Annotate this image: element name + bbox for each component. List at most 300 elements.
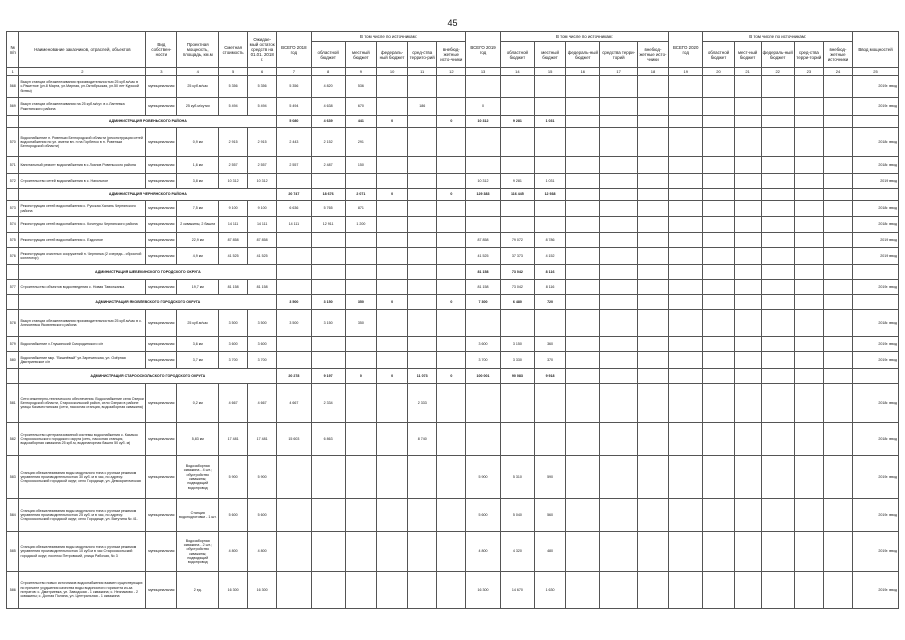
cell-value xyxy=(794,310,823,337)
cell-value xyxy=(376,265,407,280)
cell-value xyxy=(823,174,852,189)
cell-value xyxy=(600,456,637,499)
cell-ownership: муниципальная xyxy=(146,128,177,157)
cell-value xyxy=(566,128,600,157)
cell-object-name: Строительство новых источников водоснабжения взамен существующих по причине ухудшения качества воды водоносного горизонта из-за нитратов: с. Дмитриевка, ул. Заводская - 1 скважина; с. Незнамово - 2 скважины; с. Долгая Поляна, ул. Центральная - 1 скважина xyxy=(19,572,146,609)
cell-capacity: 3,6 км xyxy=(177,337,219,352)
cell-value xyxy=(853,369,899,384)
table-row xyxy=(7,201,899,217)
header-group-2019: В том числе по источникам: xyxy=(500,32,668,42)
cell-value xyxy=(408,128,437,157)
cell-value xyxy=(566,116,600,128)
cell-value xyxy=(437,572,466,609)
cell-value xyxy=(794,352,823,369)
column-number: 24 xyxy=(823,68,852,76)
cell-value xyxy=(408,157,437,174)
cell-value xyxy=(408,532,437,572)
section-title: АДМИНИСТРАЦИЯ СТАРООСКОЛЬСКОГО ГОРОДСКОГО ОКРУГА xyxy=(19,369,277,384)
table-row xyxy=(7,384,899,423)
cell-value xyxy=(734,76,761,98)
cell-value xyxy=(734,384,761,423)
column-number: 18 xyxy=(637,68,668,76)
cell-object-name: Строительство объектов водоотведения с. Новая Таволжанка xyxy=(19,280,146,295)
cell-ownership: муниципальная xyxy=(146,248,177,265)
cell-value: 3 150 xyxy=(311,295,345,310)
cell-value: 150 xyxy=(345,157,376,174)
column-number: 7 xyxy=(277,68,311,76)
cell-value xyxy=(345,456,376,499)
cell-value xyxy=(703,76,734,98)
cell-value xyxy=(437,337,466,352)
cell-value xyxy=(669,572,703,609)
cell-value: 360 xyxy=(534,337,565,352)
cell-value xyxy=(600,248,637,265)
cell-value: 0 xyxy=(437,189,466,201)
header-regional-2020: областной бюджет xyxy=(703,42,734,68)
cell-value xyxy=(703,128,734,157)
header-regional-2019: областной бюджет xyxy=(500,42,534,68)
cell-value xyxy=(669,265,703,280)
cell-value xyxy=(311,280,345,295)
cell-value xyxy=(637,217,668,233)
cell-value xyxy=(500,217,534,233)
cell-value xyxy=(566,456,600,499)
cell-value xyxy=(637,76,668,98)
cell-capacity: 5,83 км xyxy=(177,423,219,456)
cell-num: 574 xyxy=(7,217,19,233)
cell-value xyxy=(376,456,407,499)
cell-value xyxy=(534,423,565,456)
cell-value xyxy=(600,174,637,189)
cell-remainder: 5 600 xyxy=(248,499,277,532)
cell-value xyxy=(600,572,637,609)
cell-value xyxy=(669,98,703,116)
cell-num: 581 xyxy=(7,384,19,423)
cell-value xyxy=(703,532,734,572)
cell-value xyxy=(637,174,668,189)
cell-value xyxy=(794,295,823,310)
table-body xyxy=(7,76,899,609)
column-number-row xyxy=(7,68,899,76)
cell-num: 578 xyxy=(7,310,19,337)
cell-value xyxy=(761,248,794,265)
cell-value xyxy=(376,310,407,337)
cell-value xyxy=(637,572,668,609)
cell-value xyxy=(534,98,565,116)
cell-capacity: 0,2 км xyxy=(177,384,219,423)
cell-value xyxy=(437,201,466,217)
cell-value: 0 xyxy=(345,369,376,384)
cell-value: 3 150 xyxy=(500,337,534,352)
cell-value xyxy=(761,233,794,248)
cell-cost: 87 858 xyxy=(219,233,248,248)
cell-value xyxy=(794,116,823,128)
cell-value xyxy=(734,456,761,499)
cell-capacity: Водозаборная скважина - 4 шт.; обустройство скважины; подводящий водопровод xyxy=(177,456,219,499)
cell-value xyxy=(408,295,437,310)
cell-value xyxy=(637,369,668,384)
cell-commissioning: 2019г. ввод xyxy=(853,499,899,532)
cell-remainder: 14 111 xyxy=(248,217,277,233)
cell-value xyxy=(823,456,852,499)
cell-value xyxy=(823,572,852,609)
cell-value xyxy=(823,217,852,233)
cell-value xyxy=(794,174,823,189)
cell-value xyxy=(437,423,466,456)
cell-value xyxy=(669,157,703,174)
cell-remainder: 81 158 xyxy=(248,280,277,295)
cell-ownership: муниципальная xyxy=(146,456,177,499)
cell-value xyxy=(853,295,899,310)
header-ownership: Вид собствен-ности xyxy=(146,32,177,68)
cell-value: 20 747 xyxy=(277,189,311,201)
cell-value: 350 xyxy=(345,295,376,310)
cell-value xyxy=(600,157,637,174)
cell-value xyxy=(823,337,852,352)
cell-remainder: 87 858 xyxy=(248,233,277,248)
cell-value xyxy=(734,189,761,201)
cell-num xyxy=(7,295,19,310)
cell-ownership: муниципальная xyxy=(146,280,177,295)
table-row xyxy=(7,280,899,295)
cell-value xyxy=(669,352,703,369)
cell-value xyxy=(761,572,794,609)
cell-value xyxy=(669,384,703,423)
cell-value: 5 080 xyxy=(277,116,311,128)
cell-value xyxy=(466,76,500,98)
cell-value xyxy=(734,265,761,280)
cell-value xyxy=(600,499,637,532)
cell-value xyxy=(345,532,376,572)
cell-value xyxy=(734,233,761,248)
cell-capacity: 25 куб.м/час xyxy=(177,310,219,337)
cell-value xyxy=(734,157,761,174)
cell-value: 670 xyxy=(345,98,376,116)
cell-value: 5 310 xyxy=(500,456,534,499)
cell-value: 560 xyxy=(534,499,565,532)
cell-value xyxy=(376,248,407,265)
cell-value xyxy=(311,337,345,352)
cell-value xyxy=(566,98,600,116)
cell-value: 2 487 xyxy=(311,157,345,174)
cell-ownership: муниципальная xyxy=(146,423,177,456)
cell-remainder: 4 800 xyxy=(248,532,277,572)
column-number: 9 xyxy=(345,68,376,76)
table-row xyxy=(7,352,899,369)
cell-value xyxy=(734,423,761,456)
cell-value xyxy=(376,532,407,572)
cell-value xyxy=(669,174,703,189)
cell-remainder: 2 557 xyxy=(248,157,277,174)
cell-value xyxy=(345,233,376,248)
cell-value xyxy=(734,572,761,609)
cell-value xyxy=(600,217,637,233)
cell-value xyxy=(600,98,637,116)
cell-value xyxy=(376,217,407,233)
cell-value xyxy=(277,352,311,369)
cell-object-name: Реконструкция сетей водоснабжения с. Ездочное xyxy=(19,233,146,248)
cell-value xyxy=(823,352,852,369)
cell-value xyxy=(311,499,345,532)
cell-num: 568 xyxy=(7,76,19,98)
cell-value xyxy=(761,189,794,201)
cell-value xyxy=(823,423,852,456)
header-local-2019: местный бюджет xyxy=(534,42,565,68)
cell-value xyxy=(437,128,466,157)
cell-value xyxy=(566,265,600,280)
cell-value xyxy=(823,280,852,295)
cell-value xyxy=(794,189,823,201)
cell-value: 9 918 xyxy=(534,369,565,384)
cell-value xyxy=(669,189,703,201)
cell-value xyxy=(376,280,407,295)
cell-value xyxy=(734,295,761,310)
cell-value xyxy=(437,280,466,295)
cell-cost: 2 915 xyxy=(219,128,248,157)
cell-value: 18 676 xyxy=(311,189,345,201)
cell-value xyxy=(703,201,734,217)
cell-object-name: Сети инженерно-технического обеспечения. Водоснабжение села Озерки Белгородской области, Старооскольский район, село Озерки в районе улицы Казачестанская (сети, насосная станция, водозаборная скважина) xyxy=(19,384,146,423)
cell-capacity: 22,9 км xyxy=(177,233,219,248)
cell-value xyxy=(408,337,437,352)
cell-value: 8 116 xyxy=(534,280,565,295)
column-number: 6 xyxy=(248,68,277,76)
cell-value: 11 073 xyxy=(408,369,437,384)
cell-ownership: муниципальная xyxy=(146,98,177,116)
cell-value xyxy=(823,116,852,128)
cell-value xyxy=(703,157,734,174)
cell-value xyxy=(703,295,734,310)
investment-table-wrapper xyxy=(6,31,899,637)
cell-value xyxy=(277,280,311,295)
cell-value xyxy=(823,248,852,265)
cell-value xyxy=(500,310,534,337)
cell-object-name: Реконструкция сетей водоснабжения с. Русская Халань Чернянского района xyxy=(19,201,146,217)
cell-value xyxy=(703,265,734,280)
cell-capacity: 2 скважины, 2 башни xyxy=(177,217,219,233)
cell-value xyxy=(376,233,407,248)
cell-value: 73 042 xyxy=(500,265,534,280)
cell-remainder: 3 600 xyxy=(248,337,277,352)
cell-value: 8 116 xyxy=(534,265,565,280)
cell-value xyxy=(761,280,794,295)
cell-value xyxy=(534,157,565,174)
cell-value xyxy=(669,532,703,572)
cell-capacity: 2 ед. xyxy=(177,572,219,609)
cell-value xyxy=(794,76,823,98)
cell-value xyxy=(345,384,376,423)
cell-value xyxy=(703,98,734,116)
table-row xyxy=(7,76,899,98)
cell-value xyxy=(600,265,637,280)
column-number: 21 xyxy=(734,68,761,76)
cell-commissioning: 2019г. ввод xyxy=(853,76,899,98)
cell-value xyxy=(794,201,823,217)
cell-value xyxy=(823,532,852,572)
cell-value xyxy=(345,265,376,280)
table-row xyxy=(7,128,899,157)
header-group-2018: В том числе по источникам: xyxy=(311,32,466,42)
header-total-2019: ВСЕГО 2019 год xyxy=(466,32,500,68)
cell-value xyxy=(794,456,823,499)
cell-value: 350 xyxy=(345,310,376,337)
cell-value xyxy=(734,280,761,295)
cell-value xyxy=(311,265,345,280)
column-number: 8 xyxy=(311,68,345,76)
cell-value: 2 071 xyxy=(345,189,376,201)
cell-remainder: 41 525 xyxy=(248,248,277,265)
column-number: 15 xyxy=(534,68,565,76)
cell-object-name: Водоснабжение х.Глушинский Смородинского с/п xyxy=(19,337,146,352)
cell-cost: 5 600 xyxy=(219,499,248,532)
cell-ownership: муниципальная xyxy=(146,352,177,369)
cell-num: 580 xyxy=(7,352,19,369)
cell-value xyxy=(566,201,600,217)
cell-cost: 5 494 xyxy=(219,98,248,116)
cell-value xyxy=(761,337,794,352)
cell-value xyxy=(566,217,600,233)
cell-value: 14 670 xyxy=(500,572,534,609)
cell-value xyxy=(669,233,703,248)
cell-value xyxy=(761,174,794,189)
column-number: 11 xyxy=(408,68,437,76)
cell-ownership: муниципальная xyxy=(146,201,177,217)
cell-value xyxy=(637,352,668,369)
cell-value: 129 383 xyxy=(466,189,500,201)
cell-value xyxy=(734,98,761,116)
cell-value: 4 152 xyxy=(534,248,565,265)
cell-value: 4 800 xyxy=(466,532,500,572)
cell-value: 2 334 xyxy=(311,384,345,423)
cell-value xyxy=(408,352,437,369)
cell-capacity: 4,9 км xyxy=(177,248,219,265)
cell-cost: 10 312 xyxy=(219,174,248,189)
cell-value xyxy=(669,499,703,532)
cell-value xyxy=(823,233,852,248)
cell-remainder: 4 667 xyxy=(248,384,277,423)
cell-value: 5 356 xyxy=(277,76,311,98)
header-federal-2018: федераль-ный бюджет xyxy=(376,42,407,68)
cell-value: 87 858 xyxy=(466,233,500,248)
section-row xyxy=(7,189,899,201)
cell-capacity: 25 куб.м/час xyxy=(177,76,219,98)
cell-value xyxy=(566,189,600,201)
cell-value xyxy=(637,233,668,248)
cell-value: 871 xyxy=(345,201,376,217)
header-extrabudget-2018: внебюд-жетные исто-чники xyxy=(437,42,466,68)
cell-value xyxy=(345,280,376,295)
cell-value xyxy=(408,174,437,189)
section-title: АДМИНИСТРАЦИЯ РОВЕНЬСКОГО РАЙОНА xyxy=(19,116,277,128)
cell-ownership: муниципальная xyxy=(146,337,177,352)
cell-value xyxy=(408,280,437,295)
cell-value xyxy=(408,456,437,499)
cell-value xyxy=(437,352,466,369)
cell-value xyxy=(761,310,794,337)
cell-object-name: Строительство централизованной системы водоснабжения с. Казачок Старооскольского городского округа (сеть, насосная станция, водозаборная скважина 25 куб.м, водонапорная башня 50 куб. м) xyxy=(19,423,146,456)
cell-value xyxy=(345,248,376,265)
cell-value xyxy=(408,233,437,248)
cell-value xyxy=(761,456,794,499)
table-row xyxy=(7,532,899,572)
cell-value: 37 373 xyxy=(500,248,534,265)
cell-commissioning: 2019г. ввод xyxy=(853,337,899,352)
cell-num: 576 xyxy=(7,248,19,265)
cell-value xyxy=(277,532,311,572)
cell-value: 12 911 xyxy=(311,217,345,233)
cell-value xyxy=(761,265,794,280)
column-number: 19 xyxy=(669,68,703,76)
cell-value: 8 786 xyxy=(534,233,565,248)
cell-value xyxy=(408,265,437,280)
cell-commissioning: 2018г. ввод xyxy=(853,384,899,423)
cell-value xyxy=(408,217,437,233)
cell-value xyxy=(345,499,376,532)
cell-remainder: 5 494 xyxy=(248,98,277,116)
cell-value xyxy=(566,337,600,352)
cell-value xyxy=(600,384,637,423)
cell-value xyxy=(376,337,407,352)
investment-table xyxy=(6,31,899,609)
cell-value xyxy=(408,116,437,128)
cell-value xyxy=(669,116,703,128)
cell-value: 15 603 xyxy=(277,423,311,456)
column-number: 14 xyxy=(500,68,534,76)
cell-object-name: Станция обезжелезивания воды модульного типа с ручным режимом управления производительностью 10 куб.м в час Старооскольский городской округ, поселок Петровский, улица Рабочая, № 3 xyxy=(19,532,146,572)
cell-object-name: Выкуп станции обезжелезивания на 25 куб.м/сут. в с.Лаптевка Ракитянского района xyxy=(19,98,146,116)
header-territory-2019: средства терри-торий xyxy=(600,42,637,68)
cell-value xyxy=(761,352,794,369)
cell-value: 4 320 xyxy=(500,532,534,572)
cell-cost: 9 100 xyxy=(219,201,248,217)
cell-value xyxy=(437,248,466,265)
cell-capacity: 19,7 км xyxy=(177,280,219,295)
section-row xyxy=(7,369,899,384)
cell-commissioning: 2019г. ввод xyxy=(853,456,899,499)
cell-value xyxy=(437,265,466,280)
cell-value xyxy=(703,572,734,609)
cell-value xyxy=(794,337,823,352)
cell-value: 536 xyxy=(345,76,376,98)
cell-object-name: Станция обезжелезивания воды модульного типа с ручным режимом управления производительностью 25 куб. м в час, по адресу: Старооскольский городской округ, село Городище, ул. Ватутина № 41. xyxy=(19,499,146,532)
cell-value xyxy=(823,310,852,337)
section-title: АДМИНИСТРАЦИЯ ЯКОВЛЕВСКОГО ГОРОДСКОГО ОКРУГА xyxy=(19,295,277,310)
cell-value xyxy=(853,116,899,128)
cell-commissioning: 2018г. ввод xyxy=(853,310,899,337)
cell-value: 3 600 xyxy=(466,337,500,352)
cell-value xyxy=(669,295,703,310)
cell-value xyxy=(466,157,500,174)
cell-value xyxy=(823,265,852,280)
cell-cost: 5 356 xyxy=(219,76,248,98)
cell-commissioning: 2018г. ввод xyxy=(853,128,899,157)
cell-object-name: Станция обезжелезивания воды модульного типа с ручным режимом управления производительностью 30 куб. м в час, по адресу: Старооскольский городской округ, село Городище, ул. Демократическая xyxy=(19,456,146,499)
cell-value xyxy=(566,233,600,248)
cell-value xyxy=(376,352,407,369)
cell-object-name: Строительство сетей водоснабжения в с. Нагольное xyxy=(19,174,146,189)
cell-num: 583 xyxy=(7,456,19,499)
cell-value xyxy=(703,116,734,128)
cell-value xyxy=(277,337,311,352)
cell-value xyxy=(669,337,703,352)
cell-value xyxy=(637,189,668,201)
cell-value xyxy=(703,189,734,201)
cell-value xyxy=(794,233,823,248)
header-capacity: Проектная мощность, площадь, км.м xyxy=(177,32,219,68)
header-regional-2018: областной бюджет xyxy=(311,42,345,68)
cell-value xyxy=(566,310,600,337)
cell-value xyxy=(794,265,823,280)
